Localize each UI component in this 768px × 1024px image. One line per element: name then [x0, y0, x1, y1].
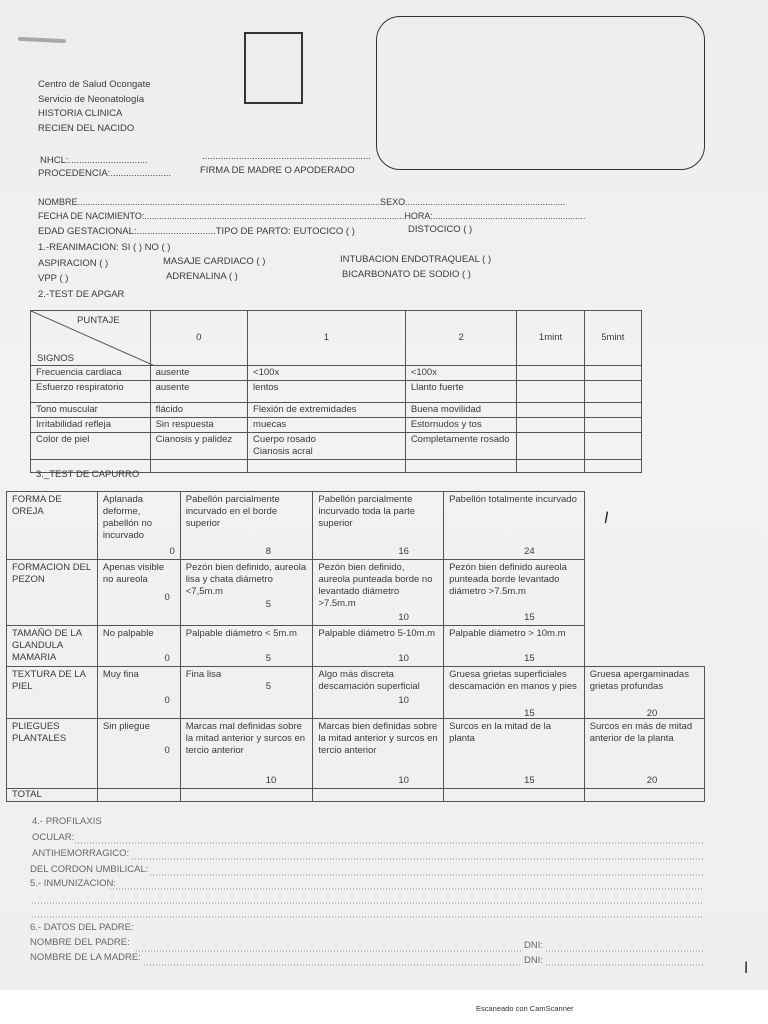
capurro-total-label: TOTAL — [7, 789, 98, 802]
capurro-score: 5 — [265, 681, 272, 692]
intubacion-field[interactable]: INTUBACION ENDOTRAQUEAL ( ) — [340, 254, 492, 265]
dni-madre-label: DNI: — [524, 955, 543, 966]
apgar-head-2: 2 — [405, 311, 517, 366]
apgar-cell: <100x — [405, 366, 517, 381]
apgar-cell: lentos — [248, 381, 406, 403]
apgar-head-1min: 1mint — [517, 311, 584, 366]
antihemorragico-label: ANTIHEMORRAGICO: — [32, 848, 130, 859]
capurro-text: Sin pliegue — [102, 721, 150, 732]
apgar-cell: Estornudos y tos — [405, 418, 517, 433]
capurro-score: 10 — [265, 775, 277, 786]
capurro-score: 24 — [524, 546, 535, 557]
apgar-cell: Cianosis y palidez — [150, 433, 247, 460]
adrenalina-field[interactable]: ADRENALINA ( ) — [166, 271, 238, 282]
capurro-score: 15 — [524, 775, 535, 786]
capurro-text: Pabellón totalmente incurvado — [449, 494, 577, 505]
capurro-score: 10 — [398, 695, 409, 706]
scanner-watermark: Escaneado con CamScanner — [476, 1004, 574, 1013]
apgar-cell: Buena movilidad — [405, 403, 517, 418]
capurro-text: No palpable — [102, 628, 154, 639]
capurro-text: Gruesa apergaminadas grietas profundas — [589, 669, 689, 692]
apgar-sign: Tono muscular — [31, 403, 151, 418]
capurro-label: TEXTURA DE LA PIEL — [7, 667, 98, 719]
apgar-title: 2.-TEST DE APGAR — [38, 289, 125, 300]
nombre-padre-label: NOMBRE DEL PADRE: — [30, 937, 130, 948]
institution-line: RECIEN DEL NACIDO — [38, 122, 135, 134]
padre-title: 6.- DATOS DEL PADRE: — [30, 922, 134, 933]
capurro-score: 15 — [524, 708, 535, 719]
procedencia-field[interactable]: PROCEDENCIA:....................... — [38, 168, 172, 179]
profilaxis-title: 4.- PROFILAXIS — [32, 816, 102, 827]
capurro-score: 5 — [265, 653, 272, 664]
capurro-text: Surcos en la mitad de la planta — [449, 721, 551, 744]
capurro-text: Apenas visible no aureola — [102, 562, 165, 585]
nhcl-field[interactable]: NHCL:.............................. — [40, 155, 148, 166]
vpp-field[interactable]: VPP ( ) — [38, 273, 69, 284]
nombre-madre-label: NOMBRE DE LA MADRE: — [30, 952, 141, 963]
fecha-hora-field[interactable]: FECHA DE NACIMIENTO:........................................................................................................HORA:............................................................. — [38, 211, 586, 221]
apgar-cell: Completamente rosado — [405, 433, 517, 460]
pen-mark: ǀ — [744, 960, 749, 977]
capurro-score: 10 — [398, 653, 409, 664]
apgar-cell: flácido — [150, 403, 247, 418]
capurro-score: 5 — [265, 599, 272, 610]
edad-parto-field[interactable]: EDAD GESTACIONAL:..............................TIPO DE PARTO: EUTOCICO ( ) — [38, 226, 355, 237]
capurro-score: 10 — [398, 775, 409, 786]
capurro-score: 0 — [169, 546, 175, 557]
capurro-text: Aplanada deforme, pabellón no incurvado — [102, 494, 153, 541]
apgar-head-0: 0 — [150, 311, 247, 366]
capurro-label: TAMAÑO DE LA GLANDULA MAMARIA — [7, 626, 98, 667]
apgar-cell: <100x — [248, 366, 406, 381]
capurro-score: 0 — [164, 592, 170, 603]
pen-mark: ǀ — [602, 509, 610, 528]
apgar-head-1: 1 — [248, 311, 406, 366]
capurro-text: Marcas mal definidas sobre la mitad anterior y surcos en tercio anterior — [185, 721, 306, 756]
ocular-label: OCULAR: — [32, 832, 75, 843]
capurro-text: Pezón bien definido aureola punteada borde levantado diámetro >7.5m.m — [449, 562, 567, 597]
capurro-text: Surcos en más de mitad anterior de la planta — [589, 721, 693, 744]
capurro-score: 20 — [646, 775, 658, 786]
signature-label: FIRMA DE MADRE O APODERADO — [200, 165, 355, 176]
aspiracion-field[interactable]: ASPIRACION ( ) — [38, 258, 109, 269]
distocico-field[interactable]: DISTOCICO ( ) — [408, 224, 473, 235]
capurro-text: Pezón bien definido, aureola punteada borde no levantado diámetro >7.5m.m — [318, 562, 433, 609]
apgar-cell: Flexión de extremidades — [248, 403, 406, 418]
capurro-label: FORMA DE OREJA — [7, 492, 98, 560]
nombre-sexo-field[interactable]: NOMBRE.........................................................................................................................SEXO................................................................ — [38, 197, 566, 207]
capurro-text: Palpable diámetro < 5m.m — [185, 628, 297, 639]
capurro-title: 3._TEST DE CAPURRO — [36, 469, 140, 480]
capurro-score: 15 — [524, 653, 535, 664]
capurro-score: 16 — [398, 546, 409, 557]
capurro-text: Palpable diámetro > 10m.m — [449, 628, 566, 639]
bicarbonato-field[interactable]: BICARBONATO DE SODIO ( ) — [342, 269, 471, 280]
capurro-score: 0 — [164, 695, 170, 706]
capurro-text: Palpable diámetro 5-10m.m — [318, 628, 436, 639]
capurro-score: 8 — [265, 546, 272, 557]
capurro-label: PLIEGUES PLANTALES — [7, 719, 98, 789]
capurro-score: 0 — [164, 745, 170, 756]
masaje-field[interactable]: MASAJE CARDIACO ( ) — [163, 256, 266, 267]
capurro-text: Algo más discreta descamación superficial — [318, 669, 420, 692]
apgar-cell: Sin respuesta — [150, 418, 247, 433]
capurro-score: 10 — [398, 612, 409, 623]
signature-line: ................................................................ — [202, 151, 371, 162]
institution-line: HISTORIA CLINICA — [38, 108, 123, 119]
apgar-sign: Color de piel — [31, 433, 151, 460]
capurro-score: 0 — [164, 653, 170, 664]
apgar-cell: Llanto fuerte — [405, 381, 517, 403]
capurro-text: Gruesa grietas superficiales descamación en manos y pies — [449, 669, 577, 692]
apgar-sign: Irritabilidad refleja — [31, 418, 151, 433]
puntaje-label: PUNTAJE — [77, 315, 120, 326]
apgar-head-5min: 5mint — [584, 311, 641, 366]
institution-line: Centro de Salud Ocongate — [38, 79, 151, 90]
reanimacion-title: 1.-REANIMACION: SI ( ) NO ( ) — [38, 242, 171, 253]
apgar-cell: ausente — [150, 381, 247, 403]
signos-label: SIGNOS — [37, 353, 74, 364]
capurro-text: Fina lisa — [185, 669, 222, 680]
inmunizacion-label: 5.- INMUNIZACION: — [30, 878, 117, 889]
institution-line: Servicio de Neonatología — [38, 93, 145, 105]
capurro-text: Muy fina — [102, 669, 139, 680]
apgar-cell: muecas — [248, 418, 406, 433]
capurro-text: Pezón bien definido, aureola lisa y chata diámetro <7,5m.m — [185, 562, 307, 597]
apgar-cell: Cuerpo rosado Cianosis acral — [248, 433, 406, 460]
capurro-text: Pabellón parcialmente incurvado en el borde superior — [185, 494, 280, 529]
cordon-label: DEL CORDON UMBILICAL: — [30, 864, 149, 875]
capurro-label: FORMACION DEL PEZON — [7, 560, 98, 626]
apgar-sign: Esfuerzo respiratorio — [31, 381, 151, 403]
capurro-text: Marcas bien definidas sobre la mitad anterior y surcos en tercio anterior — [318, 721, 438, 756]
apgar-cell: ausente — [150, 366, 247, 381]
capurro-text: Pabellón parcialmente incurvado toda la parte superior — [318, 494, 416, 529]
capurro-score: 20 — [646, 708, 658, 719]
dni-padre-label: DNI: — [524, 940, 543, 951]
apgar-sign: Frecuencia cardiaca — [31, 366, 151, 381]
capurro-score: 15 — [524, 612, 535, 623]
